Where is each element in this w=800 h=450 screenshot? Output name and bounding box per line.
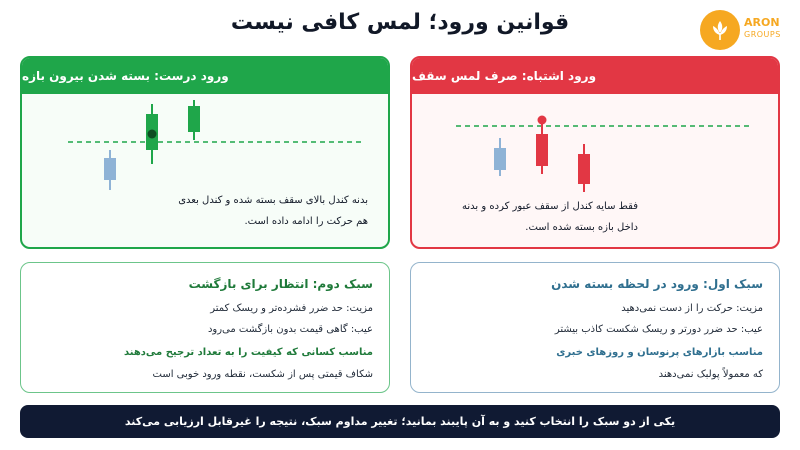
correct-entry-line1: بدنه کندل بالای سقف بسته شده و کندل بعدی [178,195,368,206]
style1-note: که معمولاً پولبک نمی‌دهند [658,369,763,380]
style2-suited: مناسب کسانی که کیفیت را به تعداد ترجیح می‌دهند [123,347,373,358]
style2-title: سبک دوم: انتظار برای بازگشت [188,277,373,291]
style2-note: شکاف قیمتی پس از شکست، نقطه ورود خوبی است [152,369,373,380]
style2-panel [20,262,390,393]
wrong-entry-line2: داخل بازه بسته شده است. [525,222,638,233]
wrong-entry-title: ورود اشتباه: صرف لمس سقف [412,58,778,94]
wheat-icon [700,10,740,50]
style1-title: سبک اول: ورود در لحظه بسته شدن [551,277,763,291]
breakout-marker [148,130,157,139]
wrong-entry-line1: فقط سایه کندل از سقف عبور کرده و بدنه [462,201,638,212]
correct-entry-line2: هم حرکت را ادامه داده است. [244,216,368,227]
candle-blue-body [494,148,506,170]
style1-suited: مناسب بازارهای پرنوسان و روزهای خبری [556,347,763,358]
style2-advantage: مزیت: حد ضرر فشرده‌تر و ریسک کمتر [210,303,373,314]
candle-pierce-body [536,134,548,166]
correct-entry-text [178,190,368,232]
logo-name: ARON [744,16,780,29]
logo-sub: GROUPS [744,30,781,39]
candle-continuation-body [188,106,200,132]
footer-banner: یکی از دو سبک را انتخاب کنید و به آن پایبند بمانید؛ تغییر مداوم سبک، نتیجه را غیرقابل ارزیابی می‌کند [20,405,780,438]
correct-entry-card [20,56,390,249]
candle-follow-body [578,154,590,184]
style1-disadvantage: عیب: حد ضرر دورتر و ریسک شکست کاذب بیشتر [554,324,763,335]
style2-disadvantage: عیب: گاهی قیمت بدون بازگشت می‌رود [207,324,373,335]
page-title: قوانین ورود؛ لمس کافی نیست [230,10,570,35]
candle-blue-body [104,158,116,180]
wick-touch-marker [538,116,547,125]
style1-advantage: مزیت: حرکت را از دست نمی‌دهید [621,303,763,314]
aron-logo [700,8,790,54]
wrong-entry-text [462,196,638,238]
wrong-entry-card [410,56,780,249]
style1-panel [410,262,780,393]
correct-entry-title: ورود درست: بسته شدن بیرون بازه [22,58,388,94]
